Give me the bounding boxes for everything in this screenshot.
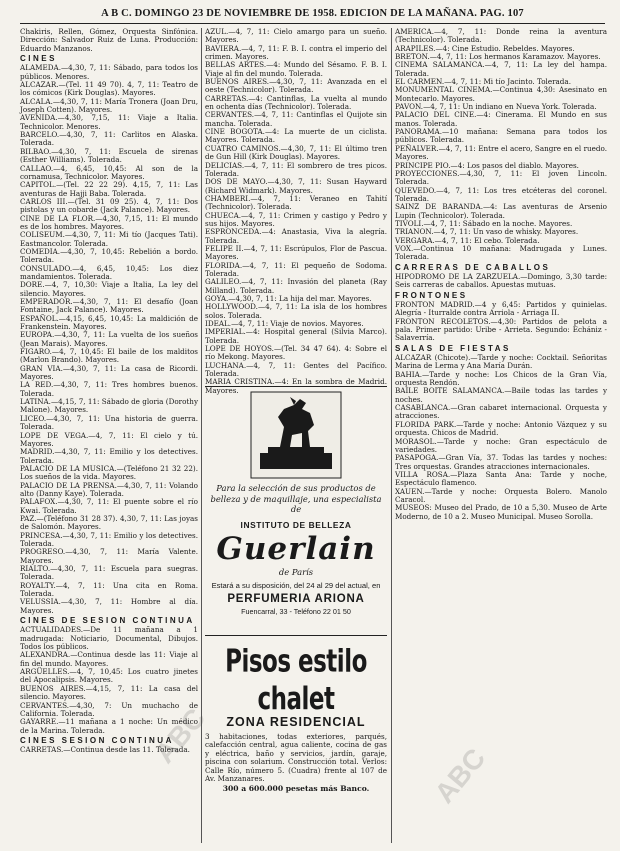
listing-entry: VILLA ROSA.—Plaza Santa Ana: Tarde y noche, Espectáculo flamenco. xyxy=(395,469,607,488)
listing-entry: IDEAL.—4, 7, 11: Viaje de novios. Mayores. xyxy=(205,319,364,329)
listing-entry: ALCALA.—4,30, 7, 11: María Tronera (Joan Dru, Joseph Cotten). Mayores. xyxy=(20,96,198,115)
listing-entry: CERVANTES.—4,30, 7: Un muchacho de California. Tolerada. xyxy=(20,700,198,718)
column-2-listings xyxy=(205,27,387,395)
listing-entry: BAILE BOITE SALAMANCA.—Baile todas las tardes y noches. xyxy=(395,386,607,404)
listing-entry: LA RED.—4,30, 7, 11: Tres hombres buenos. Tolerada. xyxy=(20,380,198,398)
column-3-listings xyxy=(395,28,607,843)
ad-price: 300 a 600.000 pesetas más Banco. xyxy=(222,784,370,794)
shop-name: PERFUMERIA ARIONA xyxy=(227,593,365,605)
listing-entry: GOYA.—4,30, 7, 11: La hija del mar. Mayores. xyxy=(205,294,372,303)
listing-entry: PALACIO DE LA MUSICA.—(Teléfono 21 32 22). Los sueños de la vida. Mayores. xyxy=(20,463,198,482)
section-heading: SALAS DE FIESTAS xyxy=(395,343,511,353)
listing-entry: CINE DE LA FLOR.—4,30, 7,15, 11: El mundo es de los hombres. Mayores. xyxy=(20,213,198,231)
listing-entry: VOX.—Continua 10 mañana: Madrugada y Lunes. Tolerada. xyxy=(395,243,607,262)
listing-entry: CINEMA SALAMANCA.—4, 7, 11: La ley del hampa. Tolerada. xyxy=(395,60,607,78)
listing-entry: CONSULADO.—4, 6,45, 10,45: Los diez mandamientos. Tolerada. xyxy=(20,263,198,281)
exhibit-text: Estará a su disposición, del 24 al 29 del actual, en xyxy=(211,580,381,590)
listing-entry: CUATRO CAMINOS.—4,30, 7, 11: El último tren de Gun Hill (Kirk Douglas). Mayores. xyxy=(205,143,387,162)
listing-entry: COMEDIA.—4,30, 7, 10,45: Rebelión a bordo. Tolerada. xyxy=(20,246,198,265)
listing-entry: BELLAS ARTES.—4: Mundo del Sésamo. F. B. I. Viaje al fin del mundo. Tolerada. xyxy=(205,60,387,78)
listing-entry: ALAMEDA.—4,30, 7, 11: Sábado, para todos los públicos. Menores. xyxy=(20,63,198,81)
watermark: ABC xyxy=(148,702,212,769)
listing-entry: BAVIERA.—4, 7, 11: F. B. I. contra el imperio del crimen. Mayores. xyxy=(205,43,387,62)
listing-entry: DELICIAS.—4, 7, 11: El sombrero de tres picos. Tolerada. xyxy=(205,160,387,178)
listing-entry: SAINZ DE BARANDA.—4: Las aventuras de Arsenio Lupin (Technicolor). Tolerada. xyxy=(395,202,607,220)
column-divider xyxy=(391,28,392,843)
listing-entry: GALILEO.—4, 7, 11: Invasión del planeta (Ray Milland). Tolerada. xyxy=(205,277,387,295)
listing-entry: ALEXANDRA.—Continua desde las 11: Viaje al fin del mundo. Mayores. xyxy=(20,650,198,668)
listing-entry: FLORIDA.—4, 7, 11: El pequeño de Sodoma. Tolerada. xyxy=(205,260,387,278)
section-heading: FRONTONES xyxy=(395,290,468,300)
listing-entry: MADRID.—4,30, 7, 11: Emilio y los detectives. Tolerada. xyxy=(20,447,198,465)
brand-name: Guerlain xyxy=(216,530,376,567)
listing-entry: MONUMENTAL CINEMA.—Continua 4,30: Asesinato en Montecarlo. Mayores. xyxy=(395,85,607,103)
listing-entry: CERVANTES.—4, 7, 11: Cantinflas el Quijote sin mancha. Tolerada. xyxy=(205,110,387,128)
listing-entry: MARIA CRISTINA.—4: En la sombra de Madrid. Mayores. xyxy=(205,377,387,395)
listing-entry: ALCAZAR.—(Tel. 11 49 70). 4, 7, 11: Teatro de los cómicos (Kirk Douglas). Mayores. xyxy=(20,80,198,98)
column-divider xyxy=(201,28,202,843)
ad-body: 3 habitaciones, todas exteriores, parqués, calefacción central, agua caliente, cocina de gas y eléctrica, baño y servicios, jardín, garaje, piscina con solarium. Construcción total. Verlos: Calle Río, número 5. (Cuadra) frente al 107 de Av. Manzanares. xyxy=(205,732,387,784)
header-rule xyxy=(20,23,605,24)
listing-entry: ARAPILES.—4: Cine Estudio. Rebeldes. Mayores. xyxy=(395,43,575,53)
listing-entry: BARCELO.—4,30, 7, 11: Carlitos en Alaska. Tolerada. xyxy=(20,130,198,148)
listing-entry: LATINA.—4,15, 7, 11: Sábado de gloria (Dorothy Malone). Mayores. xyxy=(20,397,198,415)
listing-entry: Chakiris, Rellen, Gómez, Orquesta Sinfónica. Dirección: Salvador Ruiz de Luna. Producción: Eduardo Manzanos. xyxy=(20,27,198,53)
listing-entry: CINE BOGOTA.—4: La muerte de un ciclista. Mayores. Tolerada. xyxy=(205,127,387,145)
listing-entry: LUCHANA.—4, 7, 11: Gentes del Pacífico. Tolerada. xyxy=(205,360,387,379)
listing-entry: EMPERADOR.—4,30, 7, 11: El desafío (Joan Fontaine, Jack Palance). Mayores. xyxy=(20,297,198,315)
listing-entry: BUENOS AIRES.—4,15, 7, 11: La casa del silencio. Mayores. xyxy=(20,683,198,702)
listing-entry: CAPITOL.—(Tel. 22 22 29). 4,15, 7, 11: Las aventuras de Hajji Baba. Tolerada. xyxy=(20,180,198,198)
listing-entry: XAUEN.—Tarde y noche: Orquesta Bolero. Manolo Caracol. xyxy=(395,486,607,504)
listing-entry: VELUSSIA.—4,30, 7, 11: Hombre al día. Mayores. xyxy=(20,597,198,615)
section-heading: CARRERAS DE CABALLOS xyxy=(395,262,551,272)
listing-entry: ARGÜELLES.—4, 7, 10,45: Los cuatro jinetes del Apocalipsis. Mayores. xyxy=(20,667,198,685)
section-heading: CINES xyxy=(20,54,57,64)
listing-entry: PROGRESO.—4,30, 7, 11: María Valente. Mayores. xyxy=(20,547,198,565)
listing-entry: CALLAO.—4, 6,45, 10,45: Al son de la cornamusa, Technicolor. Mayores. xyxy=(20,163,198,181)
section-heading: CINES DE SESION CONTINUA xyxy=(20,616,195,626)
listing-entry: VERGARA.—4, 7, 11: El cebo. Tolerada. xyxy=(395,235,540,245)
listing-entry: HIPODROMO DE LA ZARZUELA.—Domingo, 3,30 tarde: Seis carreras de caballos. Apuestas mutuas. xyxy=(395,271,607,290)
shop-address: Fuencarral, 33 - Teléfono 22 01 50 xyxy=(241,607,351,616)
listing-entry: HOLLYWOOD.—4, 7, 11: La isla de los hombres solos. Tolerada. xyxy=(205,302,387,320)
listing-entry: DORE.—4, 7, 10,30: Viaje a Italia, La ley del silencio. Mayores. xyxy=(20,280,198,298)
listing-entry: FRONTON RECOLETOS.—4,30: Partidos de pelota a pala. Primer partido: Uribe - Arrieta. Segundo: Echániz - Salaverría. xyxy=(395,316,607,343)
brand-city: de París xyxy=(278,566,314,577)
ad-subtitle: ZONA RESIDENCIAL xyxy=(226,715,366,729)
listing-entry: GAYARRE.—11 mañana a 1 noche: Un médico de la Marina. Tolerada. xyxy=(20,717,198,735)
listing-entry: TRIANON.—4, 7, 11: Un vaso de whisky. Mayores. xyxy=(395,227,579,237)
listing-entry: BILBAO.—4,30, 7, 11: Escuela de sirenas (Esther Williams). Tolerada. xyxy=(20,146,198,165)
listing-entry: CARRETAS.—4: Cantinflas, La vuelta al mundo en ochenta días (Technicolor). Tolerada. xyxy=(205,93,387,112)
listing-entry: PAVON.—4, 7, 11: Un indiano en Nueva York. Tolerada. xyxy=(395,102,597,112)
listing-entry: LOPE DE VEGA.—4, 7, 11: El cielo y tú. Mayores. xyxy=(20,430,198,448)
listing-entry: FRONTON MADRID.—4 y 6,45: Partidos y quinielas. Alegría - Iturralde contra Arriola - Arriaga II. xyxy=(395,300,607,318)
pisos-advertisement xyxy=(205,640,387,840)
listing-entry: LOPE DE HOYOS.—(Tel. 34 47 64). 4: Sobre el río Mekong. Mayores. xyxy=(205,344,387,362)
listing-entry: ESPAÑOL.—4,15, 6,45, 10,45: La maldición de Frankenstein. Mayores. xyxy=(20,313,198,332)
listing-entry: BAHIA.—Tarde y noche: Los Chicos de la Gran Vía, orquesta Rendón. xyxy=(395,369,607,388)
listing-entry: DOS DE MAYO.—4,30, 7, 11: Susan Hayward (Richard Widmark). Mayores. xyxy=(205,177,387,195)
rearing-horse-icon xyxy=(250,391,342,479)
section-heading: CINES SESION CONTINUA xyxy=(20,735,174,745)
listing-entry: BUENOS AIRES.—4,30, 7, 11: Avanzada en el oeste (Technicolor). Tolerada. xyxy=(205,77,387,95)
listing-entry: PRINCESA.—4,30, 7, 11: Emilio y los detectives. Tolerada. xyxy=(20,530,198,548)
listing-entry: MORASOL.—Tarde y noche: Gran espectáculo de variedades. xyxy=(395,436,607,454)
ad-title: Pisos estilo chalet xyxy=(225,644,367,718)
institute-label: INSTITUTO DE BELLEZA xyxy=(240,519,352,530)
listing-entry: PALACIO DE LA PRENSA.—4,30, 7, 11: Volando alto (Danny Kaye). Tolerada. xyxy=(20,480,198,498)
listing-entry: PANORAMA.—10 mañana: Semana para todos los públicos. Tolerada. xyxy=(395,127,607,145)
listing-entry: AVENIDA.—4,30, 7,15, 11: Viaje a Italia. Technicolor. Menores. xyxy=(20,113,198,131)
listing-entry: PEÑALVER.—4, 7, 11: Entre el acero, Sangre en el ruedo. Mayores. xyxy=(395,143,607,162)
listing-entry: PALAFOX.—4,30, 7, 11: El puente sobre el río Kwai. Tolerada. xyxy=(20,497,198,515)
listing-entry: AMERICA.—4, 7, 11: Donde reina la aventura (Technicolor). Tolerada. xyxy=(395,27,607,45)
listing-entry: FIGARO.—4, 7, 10,45: El baile de los malditos (Marlon Brando). Mayores. xyxy=(20,347,198,365)
listing-entry: IMPERIAL.—4: Hospital general (Silvia Marco). Tolerada. xyxy=(205,327,387,345)
listing-entry: QUEVEDO.—4, 7, 11: Los tres etcéteras del coronel. Tolerada. xyxy=(395,185,607,203)
listing-entry: CASABLANCA.—Gran cabaret internacional. Orquesta y atracciones. xyxy=(395,403,607,421)
listing-entry: CARRETAS.—Continua desde las 11. Tolerada. xyxy=(20,745,190,755)
listing-entry: ROYALTY.—4, 7, 11: Una cita en Roma. Tolerada. xyxy=(20,580,198,599)
listing-entry: BRETON.—4, 7, 11: Los hermanos Karamazov. Mayores. xyxy=(395,52,601,62)
listing-entry: FELIPE II.—4, 7, 11: Escrúpulos, Flor de Pascua. Mayores. xyxy=(205,243,387,262)
listing-entry: MUSEOS: Museo del Prado, de 10 a 5,30. Museo de Arte Moderno, de 10 a 2. Museo Municipal. Museo Sorolla. xyxy=(395,503,607,521)
page-header: A B C. DOMINGO 23 DE NOVIEMBRE DE 1958. EDICION DE LA MAÑANA. PAG. 107 xyxy=(101,8,524,19)
listing-entry: RIALTO.—4,30, 7, 11: Escuela para suegras. Tolerada. xyxy=(20,564,198,582)
listing-entry: PRINCIPE PIO.—4: Los pasos del diablo. Mayores. xyxy=(395,160,579,170)
listing-entry: CHUECA.—4, 7, 11: Crimen y castigo y Pedro y sus hijos. Mayores. xyxy=(205,210,387,228)
listing-entry: AZUL.—4, 7, 11: Cielo amargo para un sueño. Mayores. xyxy=(205,27,387,45)
listing-entry: ESPRONCEDA.—4: Anastasia, Viva la alegría. Tolerada. xyxy=(205,227,387,245)
listing-entry: CHAMBERI.—4, 7, 11: Veraneo en Tahití (Technicolor). Tolerada. xyxy=(205,193,387,212)
listing-entry: COLISEUM.—4,30, 7, 11: Mi tío (Jacques Tati). Eastmancolor. Tolerada. xyxy=(20,230,198,248)
guerlain-advertisement xyxy=(205,386,387,636)
listing-entry: ACTUALIDADES.—De 11 mañana a 1 madrugada: Noticiario, Documental, Dibujos. Todos los públicos. xyxy=(20,625,198,652)
listing-entry: ALCAZAR (Chicote).—Tarde y noche: Cocktail. Señoritas Marina de Lerma y Ana María Durán. xyxy=(395,353,607,371)
watermark: ABC xyxy=(428,742,492,809)
listing-entry: PROYECCIONES.—4,30, 7, 11: El joven Lincoln. Tolerada. xyxy=(395,168,607,187)
listing-entry: PASAPOGA.—Gran Vía, 37. Todas las tardes y noches: Tres orquestas. Grandes atracciones internacionales. xyxy=(395,453,607,471)
listing-entry: EL CARMEN.—4, 7, 11: Mi tío Jacinto. Tolerada. xyxy=(395,77,571,87)
listing-entry: LICEO.—4,30, 7, 11: Una historia de guerra. Tolerada. xyxy=(20,413,198,432)
listing-entry: PALACIO DEL CINE.—4: Cinerama. El Mundo en sus manos. Tolerada. xyxy=(395,110,607,128)
listing-entry: TIVOLI.—4, 7, 11: Sábado en la noche. Mayores. xyxy=(395,218,573,228)
listing-entry: FLORIDA PARK.—Tarde y noche: Antonio Vázquez y su orquesta. Chicos de Madrid. xyxy=(395,419,607,438)
listing-entry: EUROPA.—4,30, 7, 11: La vuelta de los sueños (Jean Marais). Mayores. xyxy=(20,330,198,348)
column-1-listings xyxy=(20,28,198,843)
ad-tagline: Para la selección de sus productos de belleza y de maquillaje, una especialista de xyxy=(210,483,382,514)
listing-entry: PAZ.—(Teléfono 31 28 37). 4,30, 7, 11: Las joyas de Salomón. Mayores. xyxy=(20,513,198,532)
listing-entry: GRAN VIA.—4,30, 7, 11: La casa de Ricordi. Mayores. xyxy=(20,363,198,382)
listing-entry: CARLOS III.—(Tel. 31 09 25). 4, 7, 11: Dos pistolas y un cobarde (Jack Palance). Mayores. xyxy=(20,196,198,215)
